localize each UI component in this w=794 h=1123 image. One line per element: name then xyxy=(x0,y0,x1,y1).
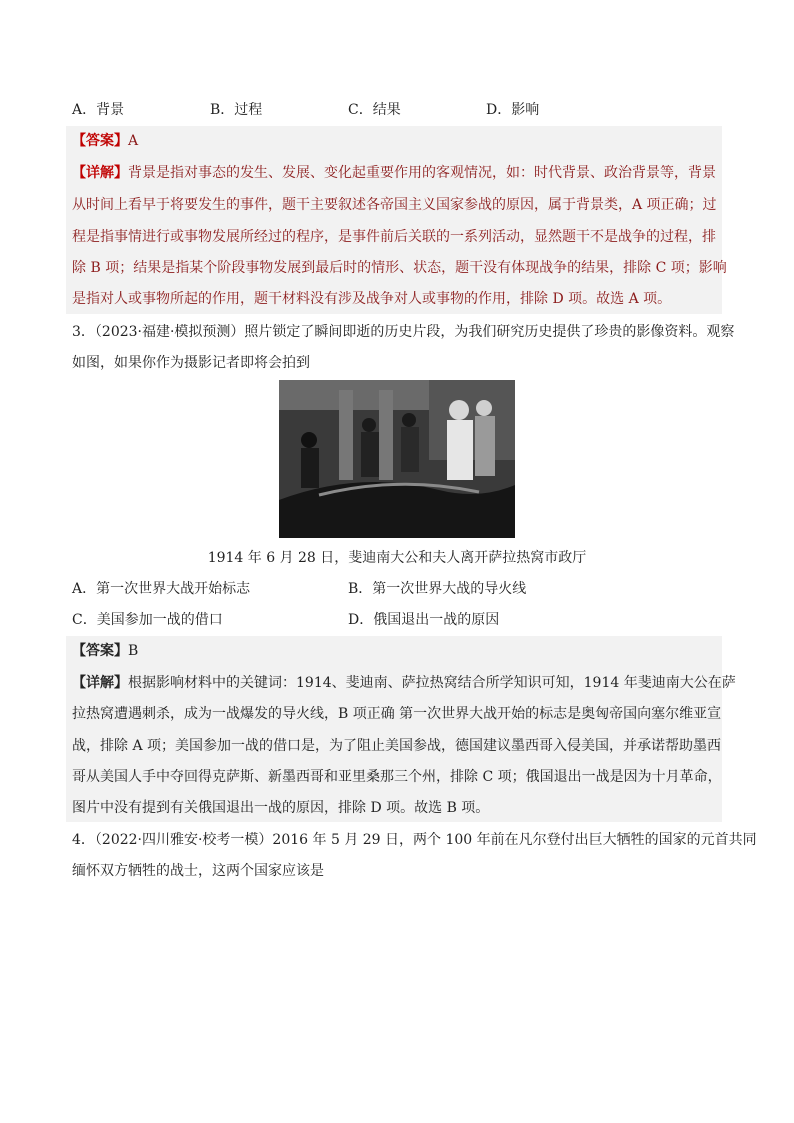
q3-option-d: D．俄国退出一战的原因 xyxy=(348,612,500,628)
q3-stem-line-1: 3．（2023·福建·模拟预测）照片锁定了瞬间即逝的历史片段，为我们研究历史提供了珍贵的影像资料。观察 xyxy=(72,324,735,340)
q2-answer-box xyxy=(66,126,722,314)
q2-detail-line-4: 除 B 项；结果是指某个阶段事物发展到最后时的情形、状态，题干没有体现战争的结果，排除 C 项；影响 xyxy=(72,260,727,276)
q2-option-a: A．背景 xyxy=(72,102,125,118)
q2-option-c: C．结果 xyxy=(348,102,401,118)
answer-tag: 【答案】 xyxy=(72,133,128,149)
q4-stem-line-1: 4．（2022·四川雅安·校考一模）2016 年 5 月 29 日，两个 100 年前在凡尔登付出巨大牺牲的国家的元首共同 xyxy=(72,832,757,848)
q2-option-b: B．过程 xyxy=(210,102,263,118)
q3-answer-box xyxy=(66,636,722,822)
answer-value: A xyxy=(128,133,139,149)
answer-tag: 【答案】 xyxy=(72,643,128,659)
q3-detail-line-1 xyxy=(72,673,736,693)
q2-detail-line-2: 从时间上看早于将要发生的事件，题干主要叙述各帝国主义国家参战的原因，属于背景类，A 项正确；过 xyxy=(72,197,717,213)
q3-stem-line-2: 如图，如果你作为摄影记者即将会拍到 xyxy=(72,355,310,371)
q3-option-b: B．第一次世界大战的导火线 xyxy=(348,581,527,597)
detail-tag: 【详解】 xyxy=(72,165,128,181)
q4-stem-line-2: 缅怀双方牺牲的战士，这两个国家应该是 xyxy=(72,863,324,879)
q3-detail-line-5: 图片中没有提到有关俄国退出一战的原因，排除 D 项。故选 B 项。 xyxy=(72,800,490,816)
q2-detail-line-5: 是指对人或事物所起的作用，题干材料没有涉及战争对人或事物的作用，排除 D 项。故选 A 项。 xyxy=(72,291,672,307)
q3-option-c: C．美国参加一战的借口 xyxy=(72,612,223,628)
q3-detail-line-4: 哥从美国人手中夺回得克萨斯、新墨西哥和亚里桑那三个州，排除 C 项；俄国退出一战是因为十月革命， xyxy=(72,769,722,785)
q3-answer xyxy=(72,641,138,661)
historic-photo xyxy=(279,380,515,538)
detail-text: 背景是指对事态的发生、发展、变化起重要作用的客观情况，如：时代背景、政治背景等，背景 xyxy=(128,165,716,181)
answer-value: B xyxy=(128,643,139,659)
detail-tag: 【详解】 xyxy=(72,675,128,691)
q2-detail-line-1 xyxy=(72,163,716,183)
q3-option-a: A．第一次世界大战开始标志 xyxy=(72,581,251,597)
q3-detail-line-3: 战，排除 A 项；美国参加一战的借口是，为了阻止美国参战，德国建议墨西哥入侵美国，并承诺帮助墨西 xyxy=(72,738,722,754)
q2-answer xyxy=(72,131,138,151)
q2-option-d: D．影响 xyxy=(486,102,540,118)
photo-caption: 1914 年 6 月 28 日，斐迪南大公和夫人离开萨拉热窝市政厅 xyxy=(207,550,587,566)
q2-detail-line-3: 程是指事情进行或事物发展所经过的程序，是事件前后关联的一系列活动，显然题干不是战争的过程，排 xyxy=(72,229,716,245)
q3-detail-line-2: 拉热窝遭遇刺杀，成为一战爆发的导火线，B 项正确 第一次世界大战开始的标志是奥匈帝国向塞尔维亚宣 xyxy=(72,706,722,722)
photo-illustration xyxy=(279,380,515,538)
detail-text: 根据影响材料中的关键词：1914、斐迪南、萨拉热窝结合所学知识可知，1914 年斐迪南大公在萨 xyxy=(128,675,736,691)
